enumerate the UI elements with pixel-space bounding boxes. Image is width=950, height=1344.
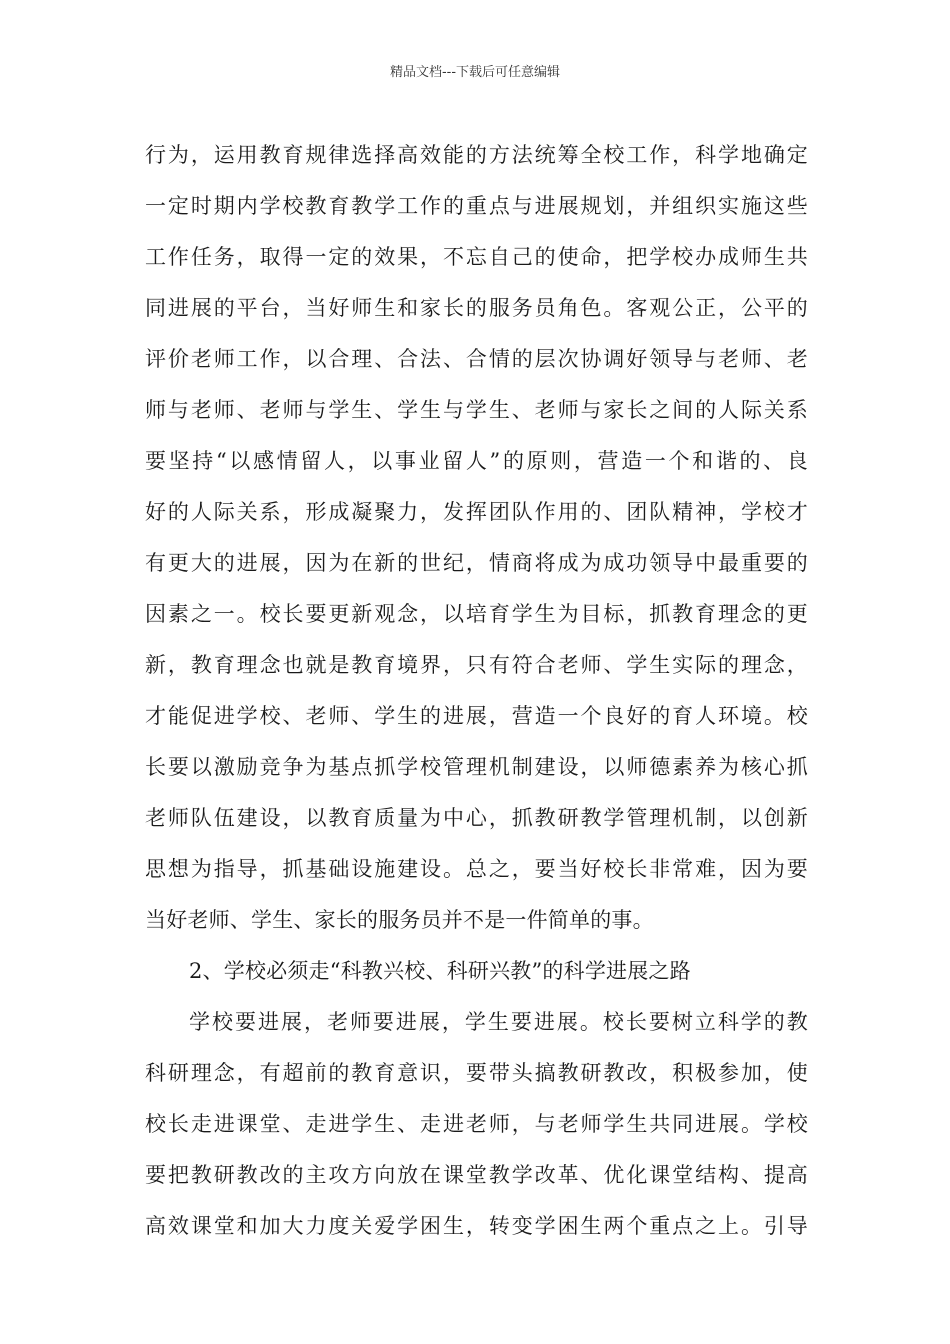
text-line: 要把教研教改的主攻方向放在课堂教学改革、优化课堂结构、提高 bbox=[145, 1163, 808, 1187]
text-line: 高效课堂和加大力度关爱学困生，转变学困生两个重点之上。引导 bbox=[145, 1214, 808, 1238]
section-heading: 2、学校必须走“科教兴校、科研兴教”的科学进展之路 bbox=[189, 959, 691, 983]
text-line: 评价老师工作，以合理、合法、合情的层次协调好领导与老师、老 bbox=[145, 347, 808, 371]
text-line: 师与老师、老师与学生、学生与学生、老师与家长之间的人际关系 bbox=[145, 398, 808, 422]
text-line: 新，教育理念也就是教育境界，只有符合老师、学生实际的理念， bbox=[145, 653, 808, 677]
text-line: 好的人际关系，形成凝聚力，发挥团队作用的、团队精神，学校才 bbox=[145, 500, 808, 524]
text-line: 学校要进展，老师要进展，学生要进展。校长要树立科学的教 bbox=[189, 1010, 808, 1034]
document-body bbox=[145, 130, 808, 1252]
text-line: 才能促进学校、老师、学生的进展，营造一个良好的育人环境。校 bbox=[145, 704, 808, 728]
text-line: 一定时期内学校教育教学工作的重点与进展规划，并组织实施这些 bbox=[145, 194, 808, 218]
text-line: 有更大的进展，因为在新的世纪，情商将成为成功领导中最重要的 bbox=[145, 551, 808, 575]
text-line: 因素之一。校长要更新观念，以培育学生为目标，抓教育理念的更 bbox=[145, 602, 808, 626]
text-line: 当好老师、学生、家长的服务员并不是一件简单的事。 bbox=[145, 908, 654, 932]
text-line: 思想为指导，抓基础设施建设。总之，要当好校长非常难，因为要 bbox=[145, 857, 808, 881]
text-line: 行为，运用教育规律选择高效能的方法统筹全校工作，科学地确定 bbox=[145, 143, 808, 167]
text-line: 同进展的平台，当好师生和家长的服务员角色。客观公正，公平的 bbox=[145, 296, 808, 320]
text-line: 校长走进课堂、走进学生、走进老师，与老师学生共同进展。学校 bbox=[145, 1112, 808, 1136]
text-line: 长要以激励竞争为基点抓学校管理机制建设，以师德素养为核心抓 bbox=[145, 755, 808, 779]
text-line: 老师队伍建设，以教育质量为中心，抓教研教学管理机制，以创新 bbox=[145, 806, 808, 830]
page-header: 精品文档---下载后可任意编辑 bbox=[389, 65, 561, 80]
text-line: 要坚持“以感情留人，以事业留人”的原则，营造一个和谐的、良 bbox=[145, 449, 808, 473]
text-line: 科研理念，有超前的教育意识，要带头搞教研教改，积极参加，使 bbox=[145, 1061, 808, 1085]
text-line: 工作任务，取得一定的效果，不忘自己的使命，把学校办成师生共 bbox=[145, 245, 808, 269]
